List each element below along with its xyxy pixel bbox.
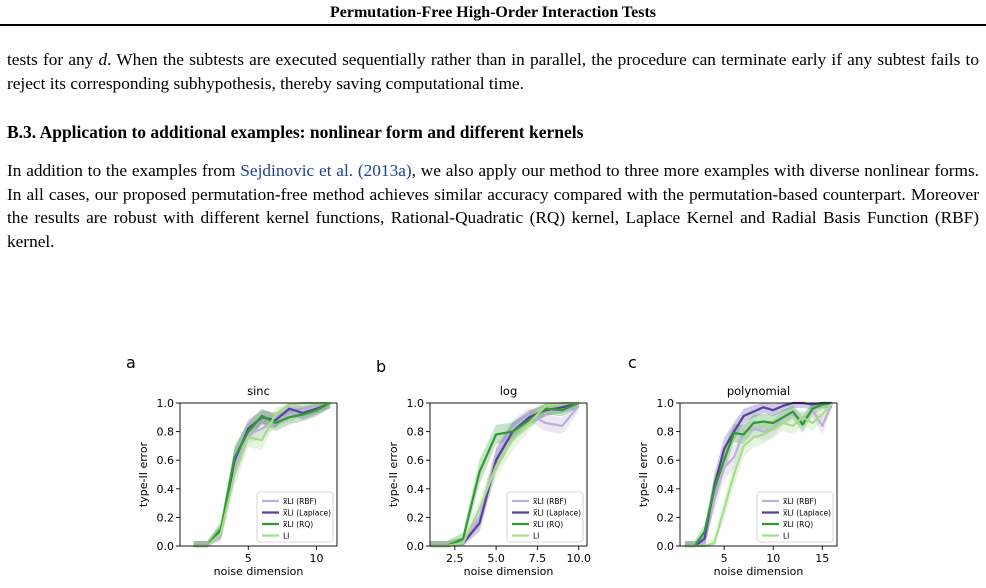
legend-label-rq: x̅LI (RQ)	[783, 520, 814, 529]
chart-title: polynomial	[726, 384, 791, 398]
y-tick-label: 0.4	[406, 482, 424, 496]
x-tick-label: 5	[244, 552, 252, 565]
y-tick-label: 0.2	[406, 511, 424, 525]
x-tick-label: 5.0	[487, 552, 505, 565]
legend-label-rq: x̅LI (RQ)	[283, 520, 314, 529]
legend	[757, 492, 833, 542]
legend-label-laplace: x̅LI (Laplace)	[783, 508, 832, 518]
x-tick-label: 10.0	[566, 552, 591, 565]
y-tick-label: 0.0	[406, 540, 424, 553]
variable-d: d	[98, 50, 108, 69]
paragraph-2-text-b: , we also apply our method to three more examples with diverse nonlinear forms. In all cases, our proposed permutation-free method achieves similar accuracy compared with the permutation-based counterpart. Moreover the results are robust with different kernel functions, Rational-Quadratic (RQ) kernel, Laplace Kernel and Radial Basis Function (RBF) kernel.	[7, 161, 979, 251]
panel-letter: b	[376, 357, 387, 376]
x-axis-label: noise dimension	[713, 565, 804, 578]
x-tick-label: 10	[766, 552, 781, 565]
paragraph-1-text-b: . When the subtests are executed sequentially rather than in parallel, the procedure can terminate early if any subtest fails to reject its corresponding subhypothesis, thereby saving computational time.	[7, 50, 979, 93]
paragraph-1	[7, 48, 979, 95]
y-tick-label: 0.6	[406, 454, 424, 468]
x-tick-label: 15	[815, 552, 830, 565]
y-axis-label: type-II error	[637, 441, 650, 508]
y-axis-label: type-II error	[137, 441, 150, 508]
legend-label-rbf: x̅LI (RBF)	[783, 497, 817, 506]
y-tick-label: 1.0	[656, 397, 674, 410]
y-tick-label: 1.0	[406, 397, 424, 410]
y-tick-label: 0.0	[656, 540, 674, 553]
y-tick-label: 0.8	[406, 425, 424, 439]
x-tick-label: 10	[309, 552, 324, 565]
legend	[507, 492, 583, 542]
y-tick-label: 0.0	[156, 540, 174, 553]
chart-title: sinc	[247, 384, 270, 398]
chart-title: log	[499, 384, 518, 398]
chart-panel-a	[126, 353, 337, 578]
y-axis-label: type-II error	[387, 441, 400, 508]
panel-letter: a	[126, 353, 136, 372]
y-tick-label: 0.2	[656, 511, 674, 525]
y-tick-label: 0.4	[156, 482, 174, 496]
y-tick-label: 0.2	[156, 511, 174, 525]
legend-label-rbf: x̅LI (RBF)	[283, 497, 317, 506]
legend-label-rbf: x̅LI (RBF)	[533, 497, 567, 506]
y-tick-label: 0.4	[656, 482, 674, 496]
legend-label-laplace: x̅LI (Laplace)	[533, 508, 582, 518]
x-tick-label: 7.5	[528, 552, 547, 565]
legend-label-li: LI	[283, 531, 290, 541]
running-header: Permutation-Free High-Order Interaction Tests	[0, 0, 986, 26]
legend-label-rq: x̅LI (RQ)	[533, 520, 564, 529]
panel-letter: c	[628, 353, 637, 372]
chart-panel-b	[376, 357, 591, 578]
citation-link[interactable]: Sejdinovic et al. (2013a)	[240, 161, 412, 180]
paragraph-2-text-a: In addition to the examples from	[7, 161, 241, 180]
x-tick-label: 5	[720, 552, 728, 565]
x-axis-label: noise dimension	[213, 565, 304, 578]
x-axis-label: noise dimension	[463, 565, 554, 578]
y-tick-label: 0.8	[156, 425, 174, 439]
paragraph-2	[7, 159, 979, 253]
y-tick-label: 0.8	[656, 425, 674, 439]
legend	[257, 492, 333, 542]
y-tick-label: 1.0	[156, 397, 174, 410]
chart-panel-c	[628, 353, 837, 578]
x-tick-label: 2.5	[446, 552, 464, 565]
paragraph-1-text-a: tests for any	[7, 50, 99, 69]
figure-three-panels	[0, 340, 986, 588]
y-tick-label: 0.6	[156, 454, 174, 468]
section-heading: B.3. Application to additional examples: nonlinear form and different kernels	[7, 122, 584, 142]
y-tick-label: 0.6	[656, 454, 674, 468]
legend-label-li: LI	[533, 531, 540, 541]
legend-label-laplace: x̅LI (Laplace)	[283, 508, 332, 518]
legend-label-li: LI	[783, 531, 790, 541]
